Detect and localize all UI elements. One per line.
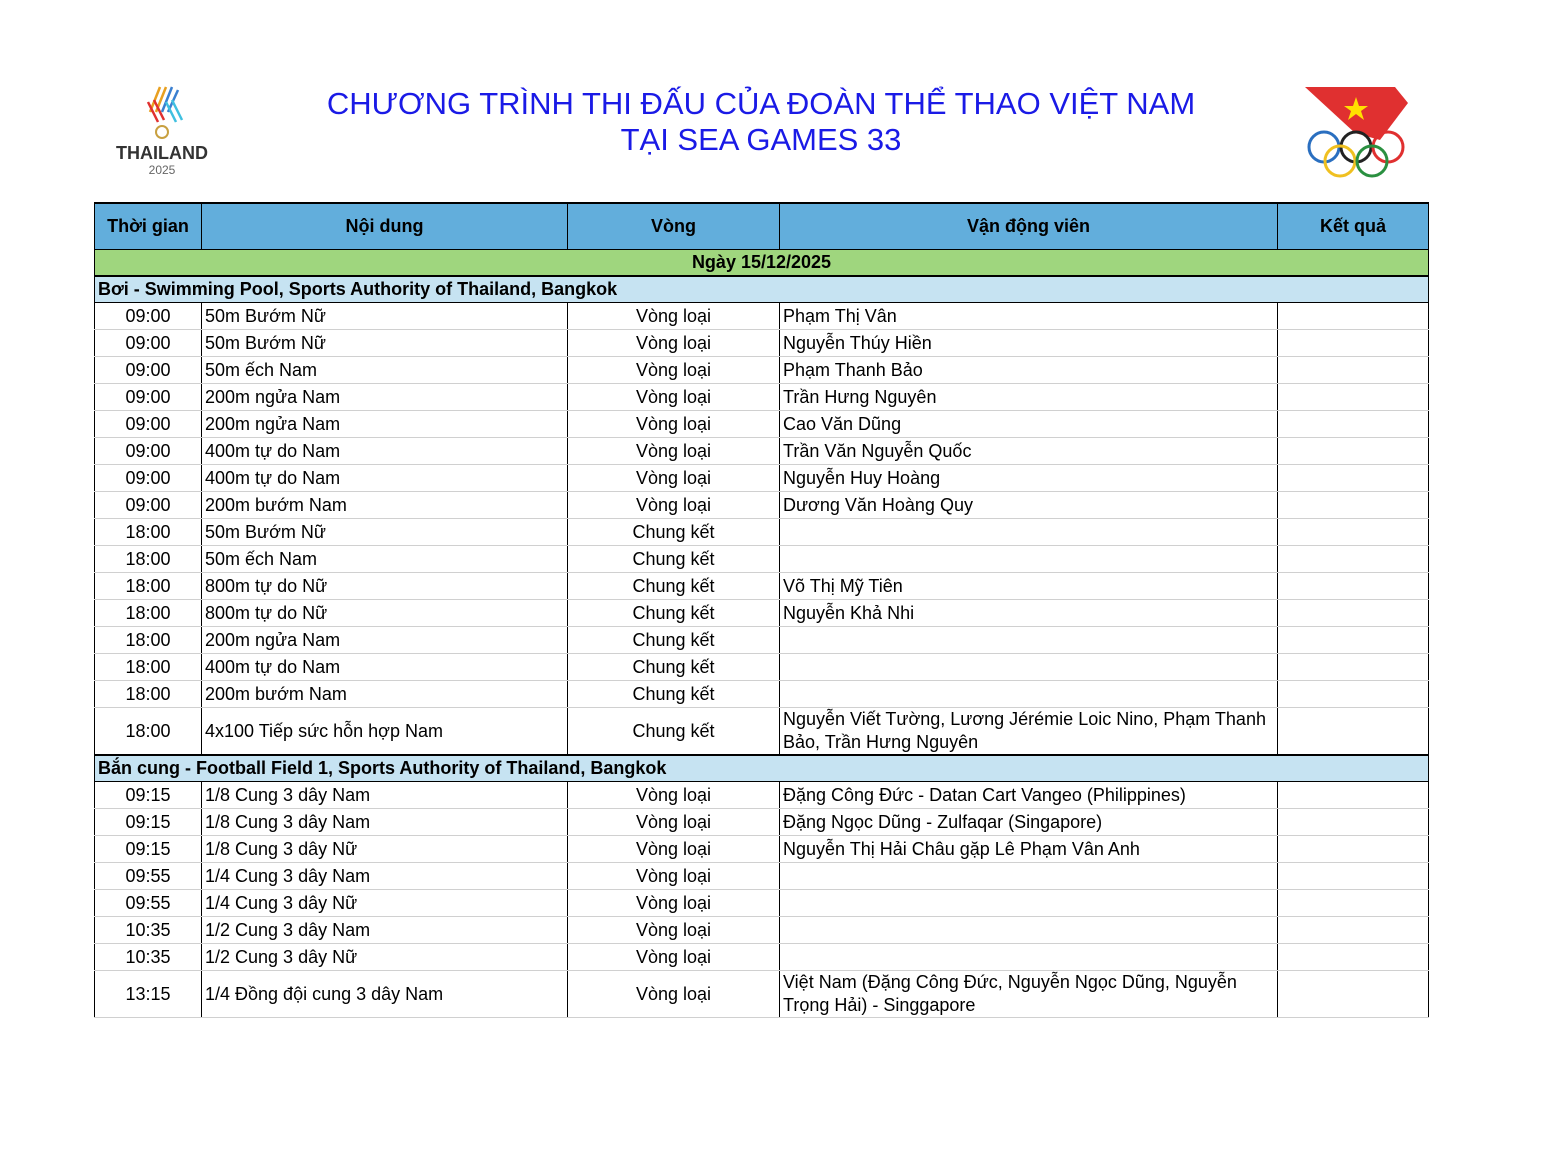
time-cell: 18:00 [95, 573, 202, 600]
svg-text:2025: 2025 [148, 163, 176, 177]
time-cell: 18:00 [95, 681, 202, 708]
round-cell: Chung kết [568, 600, 780, 627]
round-cell: Vòng loại [568, 782, 780, 809]
result-cell [1278, 681, 1429, 708]
schedule-table [94, 202, 1429, 1018]
athletes-cell: Nguyễn Khả Nhi [780, 600, 1278, 627]
round-cell: Vòng loại [568, 944, 780, 971]
round-cell: Vòng loại [568, 411, 780, 438]
table-row [95, 627, 1429, 654]
athletes-cell: Nguyễn Huy Hoàng [780, 465, 1278, 492]
time-cell: 10:35 [95, 917, 202, 944]
column-header-time: Thời gian [95, 203, 202, 250]
table-row [95, 573, 1429, 600]
result-cell [1278, 519, 1429, 546]
table-row [95, 782, 1429, 809]
result-cell [1278, 546, 1429, 573]
result-cell [1278, 330, 1429, 357]
table-row [95, 809, 1429, 836]
table-row [95, 303, 1429, 330]
round-cell: Vòng loại [568, 917, 780, 944]
event-cell: 800m tự do Nữ [202, 600, 568, 627]
table-row [95, 863, 1429, 890]
event-cell: 1/4 Đồng đội cung 3 dây Nam [202, 971, 568, 1018]
event-cell: 1/8 Cung 3 dây Nữ [202, 836, 568, 863]
athletes-cell [780, 863, 1278, 890]
table-row [95, 944, 1429, 971]
round-cell: Chung kết [568, 681, 780, 708]
round-cell: Vòng loại [568, 384, 780, 411]
result-cell [1278, 492, 1429, 519]
column-header-athletes: Vận động viên [780, 203, 1278, 250]
round-cell: Vòng loại [568, 863, 780, 890]
column-header-event: Nội dung [202, 203, 568, 250]
table-row [95, 654, 1429, 681]
athletes-cell [780, 917, 1278, 944]
column-header-result: Kết quả [1278, 203, 1429, 250]
vietnam-olympic-logo [1300, 85, 1415, 180]
result-cell [1278, 438, 1429, 465]
round-cell: Chung kết [568, 708, 780, 756]
sea-games-thailand-logo [110, 82, 215, 177]
page-title [300, 86, 1222, 158]
result-cell [1278, 600, 1429, 627]
time-cell: 09:15 [95, 809, 202, 836]
round-cell: Chung kết [568, 519, 780, 546]
athletes-cell: Phạm Thị Vân [780, 303, 1278, 330]
event-cell: 200m bướm Nam [202, 492, 568, 519]
athletes-cell: Nguyễn Thúy Hiền [780, 330, 1278, 357]
round-cell: Vòng loại [568, 890, 780, 917]
time-cell: 09:55 [95, 863, 202, 890]
athletes-cell: Nguyễn Viết Tường, Lương Jérémie Loic Nino, Phạm Thanh Bảo, Trần Hưng Nguyên [780, 708, 1278, 756]
table-row [95, 971, 1429, 1018]
athletes-cell: Cao Văn Dũng [780, 411, 1278, 438]
event-cell: 1/8 Cung 3 dây Nam [202, 782, 568, 809]
round-cell: Chung kết [568, 546, 780, 573]
time-cell: 09:55 [95, 890, 202, 917]
athletes-cell: Nguyễn Thị Hải Châu gặp Lê Phạm Vân Anh [780, 836, 1278, 863]
time-cell: 09:00 [95, 330, 202, 357]
time-cell: 18:00 [95, 600, 202, 627]
svg-text:THAILAND: THAILAND [116, 143, 208, 163]
time-cell: 09:15 [95, 836, 202, 863]
time-cell: 13:15 [95, 971, 202, 1018]
athletes-cell: Trần Hưng Nguyên [780, 384, 1278, 411]
event-cell: 400m tự do Nam [202, 654, 568, 681]
event-cell: 400m tự do Nam [202, 438, 568, 465]
result-cell [1278, 809, 1429, 836]
result-cell [1278, 708, 1429, 756]
result-cell [1278, 890, 1429, 917]
round-cell: Vòng loại [568, 836, 780, 863]
event-cell: 400m tự do Nam [202, 465, 568, 492]
round-cell: Vòng loại [568, 492, 780, 519]
table-row [95, 492, 1429, 519]
table-row [95, 546, 1429, 573]
event-cell: 50m ếch Nam [202, 546, 568, 573]
time-cell: 09:00 [95, 465, 202, 492]
section-header: Bơi - Swimming Pool, Sports Authority of Thailand, Bangkok [95, 276, 1429, 303]
event-cell: 200m ngửa Nam [202, 384, 568, 411]
time-cell: 09:00 [95, 303, 202, 330]
table-row [95, 411, 1429, 438]
athletes-cell: Đặng Công Đức - Datan Cart Vangeo (Philippines) [780, 782, 1278, 809]
date-row: Ngày 15/12/2025 [95, 250, 1429, 277]
athletes-cell [780, 627, 1278, 654]
event-cell: 200m ngửa Nam [202, 627, 568, 654]
athletes-cell: Phạm Thanh Bảo [780, 357, 1278, 384]
table-row [95, 708, 1429, 756]
result-cell [1278, 303, 1429, 330]
round-cell: Vòng loại [568, 438, 780, 465]
time-cell: 18:00 [95, 708, 202, 756]
column-header-round: Vòng [568, 203, 780, 250]
table-row [95, 890, 1429, 917]
athletes-cell [780, 681, 1278, 708]
athletes-cell [780, 546, 1278, 573]
round-cell: Vòng loại [568, 357, 780, 384]
athletes-cell [780, 654, 1278, 681]
round-cell: Chung kết [568, 654, 780, 681]
event-cell: 1/2 Cung 3 dây Nam [202, 917, 568, 944]
table-row [95, 917, 1429, 944]
result-cell [1278, 384, 1429, 411]
result-cell [1278, 357, 1429, 384]
result-cell [1278, 836, 1429, 863]
time-cell: 09:00 [95, 357, 202, 384]
time-cell: 10:35 [95, 944, 202, 971]
time-cell: 09:00 [95, 438, 202, 465]
result-cell [1278, 411, 1429, 438]
table-row [95, 384, 1429, 411]
time-cell: 18:00 [95, 627, 202, 654]
round-cell: Vòng loại [568, 465, 780, 492]
round-cell: Vòng loại [568, 971, 780, 1018]
result-cell [1278, 782, 1429, 809]
round-cell: Vòng loại [568, 303, 780, 330]
round-cell: Chung kết [568, 573, 780, 600]
event-cell: 1/8 Cung 3 dây Nam [202, 809, 568, 836]
section-header: Bắn cung - Football Field 1, Sports Authority of Thailand, Bangkok [95, 755, 1429, 782]
time-cell: 18:00 [95, 654, 202, 681]
result-cell [1278, 654, 1429, 681]
title-line-2: TẠI SEA GAMES 33 [620, 122, 902, 157]
event-cell: 4x100 Tiếp sức hỗn hợp Nam [202, 708, 568, 756]
time-cell: 09:00 [95, 492, 202, 519]
result-cell [1278, 917, 1429, 944]
round-cell: Chung kết [568, 627, 780, 654]
round-cell: Vòng loại [568, 330, 780, 357]
athletes-cell [780, 519, 1278, 546]
table-row [95, 836, 1429, 863]
table-row [95, 519, 1429, 546]
event-cell: 50m Bướm Nữ [202, 303, 568, 330]
time-cell: 18:00 [95, 546, 202, 573]
event-cell: 200m bướm Nam [202, 681, 568, 708]
table-row [95, 681, 1429, 708]
athletes-cell: Đặng Ngọc Dũng - Zulfaqar (Singapore) [780, 809, 1278, 836]
table-row [95, 357, 1429, 384]
time-cell: 09:00 [95, 384, 202, 411]
time-cell: 09:15 [95, 782, 202, 809]
result-cell [1278, 573, 1429, 600]
event-cell: 800m tự do Nữ [202, 573, 568, 600]
table-row [95, 438, 1429, 465]
event-cell: 50m Bướm Nữ [202, 519, 568, 546]
result-cell [1278, 465, 1429, 492]
round-cell: Vòng loại [568, 809, 780, 836]
athletes-cell [780, 890, 1278, 917]
athletes-cell: Trần Văn Nguyễn Quốc [780, 438, 1278, 465]
event-cell: 200m ngửa Nam [202, 411, 568, 438]
result-cell [1278, 971, 1429, 1018]
time-cell: 09:00 [95, 411, 202, 438]
athletes-cell: Dương Văn Hoàng Quy [780, 492, 1278, 519]
table-row [95, 465, 1429, 492]
result-cell [1278, 944, 1429, 971]
event-cell: 1/4 Cung 3 dây Nữ [202, 890, 568, 917]
title-line-1: CHƯƠNG TRÌNH THI ĐẤU CỦA ĐOÀN THỂ THAO VIỆT NAM [326, 86, 1196, 121]
event-cell: 50m ếch Nam [202, 357, 568, 384]
table-row [95, 330, 1429, 357]
result-cell [1278, 627, 1429, 654]
time-cell: 18:00 [95, 519, 202, 546]
table-row [95, 600, 1429, 627]
athletes-cell: Võ Thị Mỹ Tiên [780, 573, 1278, 600]
event-cell: 1/4 Cung 3 dây Nam [202, 863, 568, 890]
result-cell [1278, 863, 1429, 890]
athletes-cell [780, 944, 1278, 971]
event-cell: 50m Bướm Nữ [202, 330, 568, 357]
event-cell: 1/2 Cung 3 dây Nữ [202, 944, 568, 971]
athletes-cell: Việt Nam (Đặng Công Đức, Nguyễn Ngọc Dũng, Nguyễn Trọng Hải) - Singgapore [780, 971, 1278, 1018]
